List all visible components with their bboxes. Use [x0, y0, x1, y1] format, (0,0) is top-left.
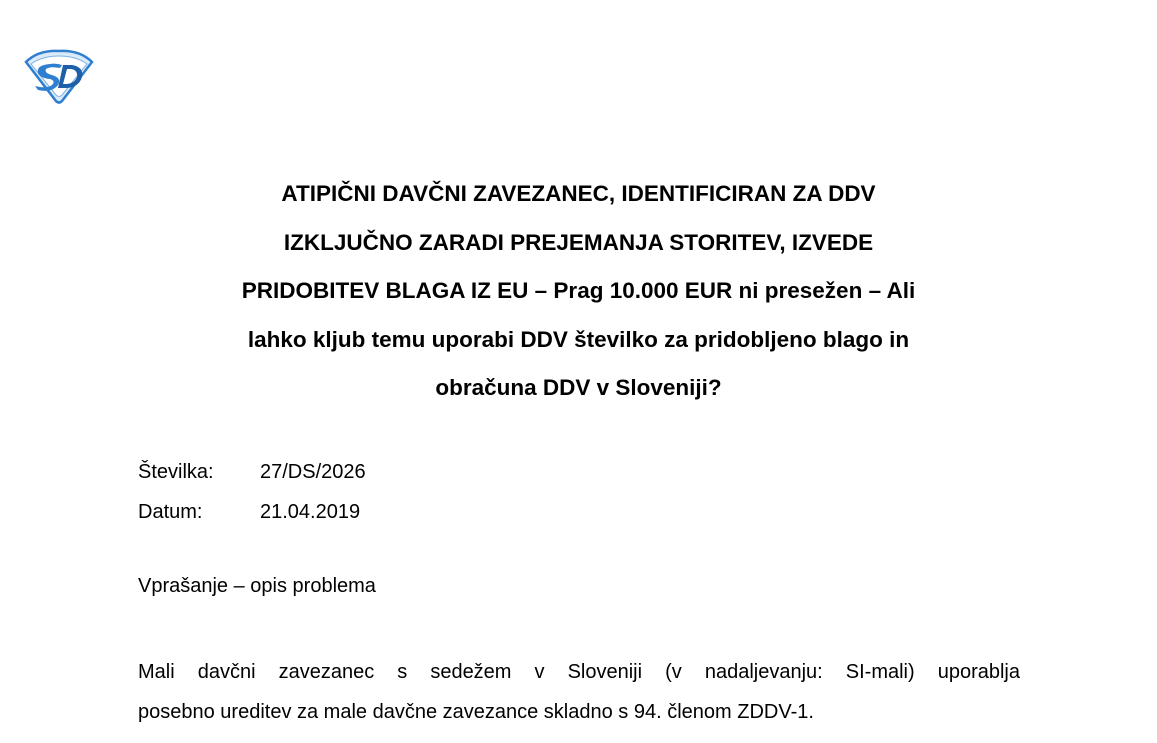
question-heading: Vprašanje – opis problema — [138, 575, 376, 597]
body-paragraph — [138, 652, 1020, 732]
number-label: Številka: — [138, 461, 214, 483]
title-line-2: IZKLJUČNO ZARADI PREJEMANJA STORITEV, IZVEDE — [283, 229, 874, 255]
date-value: 21.04.2019 — [260, 501, 361, 523]
document-metadata — [138, 452, 366, 532]
body-line-1: Mali davčni zavezanec s sedežem v Sloveniji (v nadaljevanju: SI-mali) uporablja — [138, 661, 1020, 683]
title-line-3: PRIDOBITEV BLAGA IZ EU – Prag 10.000 EUR ni presežen – Ali — [241, 278, 916, 303]
body-line-2: posebno ureditev za male davčne zavezance skladno s 94. členom ZDDV-1. — [138, 701, 814, 723]
number-row — [138, 452, 366, 492]
company-logo — [22, 48, 96, 104]
date-row — [138, 492, 366, 532]
document-title — [120, 170, 1037, 413]
title-line-5: obračuna DDV v Sloveniji? — [435, 375, 722, 400]
number-value: 27/DS/2026 — [260, 461, 366, 483]
title-line-4: lahko kljub temu uporabi DDV številko za pridobljeno blago in — [247, 326, 910, 352]
date-label: Datum: — [138, 501, 203, 523]
title-line-1: ATIPIČNI DAVČNI ZAVEZANEC, IDENTIFICIRAN ZA DDV — [281, 181, 876, 206]
